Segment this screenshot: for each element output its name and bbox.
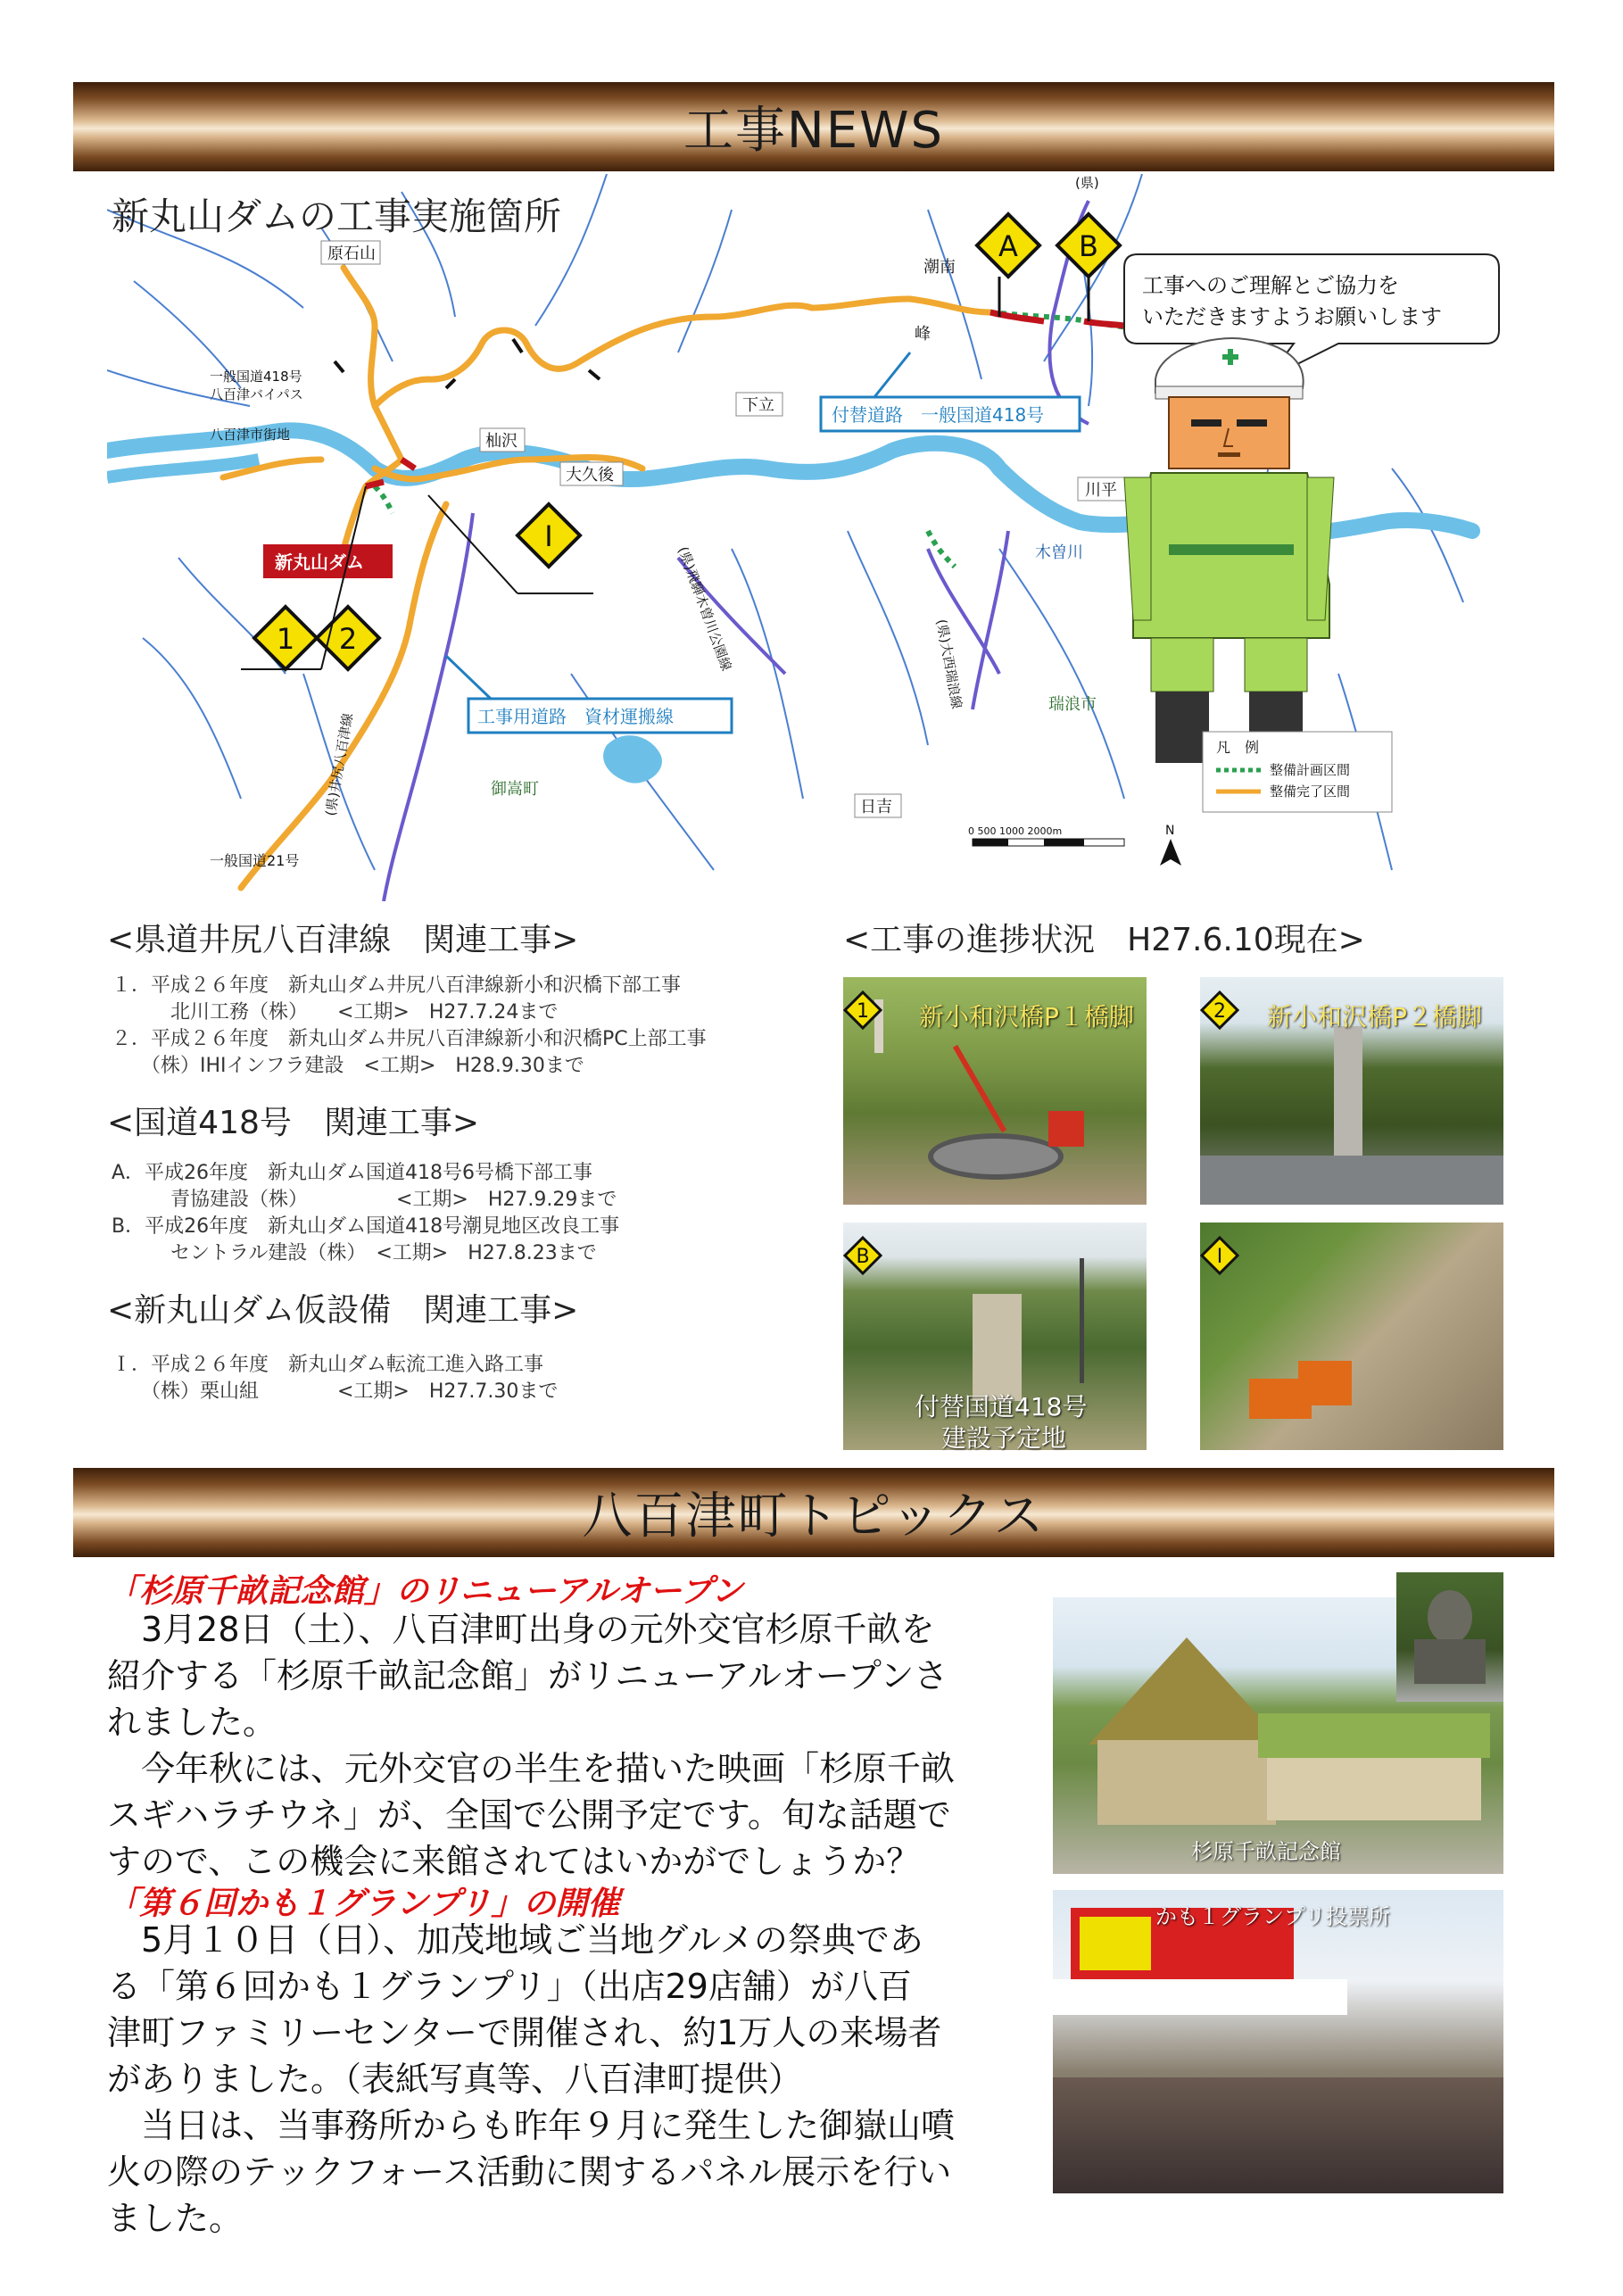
route418-item-1: A．平成26年度 新丸山ダム国道418号6号橋下部工事: [112, 1162, 593, 1184]
svg-text:2: 2: [338, 622, 358, 656]
label-kawahira: 川平: [1085, 481, 1117, 500]
pref-road-item-2: 北川工務（株） <工期> H27.7.24まで: [112, 1001, 559, 1024]
yaotsu-topics-banner: [73, 1468, 1554, 1557]
label-route418-2: 八百津バイパス: [210, 386, 303, 402]
svg-text:2: 2: [1213, 1000, 1226, 1023]
topic-1-body: [107, 1606, 1017, 1885]
svg-text:1: 1: [276, 622, 295, 656]
badge-1: [843, 991, 882, 1030]
topic-2-body: [107, 1917, 1017, 2242]
topic-1-line-4: 今年秋には、元外交官の半生を描いた映画「杉原千畝: [107, 1749, 956, 1788]
photo-route418-caption-1: 付替国道418号: [915, 1392, 1088, 1422]
grandprix-caption: かも１グランプリ投票所: [1155, 1904, 1391, 1929]
speech-bubble-line1: 工事へのご理解とご協力を: [1142, 273, 1399, 298]
topic-1-line-6: すので、この機会に来館されてはいかがでしょうか？: [107, 1842, 921, 1881]
banner-title-2: 八百津町トピックス: [582, 1488, 1046, 1546]
photo-bridge-p1-caption: 新小和沢橋P１橋脚: [919, 1002, 1134, 1032]
construction-site-map: [107, 174, 1508, 901]
topic-2-line-4: がありました。（表紙写真等、八百津町提供）: [107, 2060, 803, 2099]
route418-item-4: セントラル建設（株） <工期> H27.8.23まで: [112, 1242, 597, 1264]
photo-bridge-p2-caption: 新小和沢橋P２橋脚: [1267, 1002, 1482, 1032]
label-kuwasawa: 杣沢: [485, 432, 518, 451]
svg-text:B: B: [1079, 229, 1098, 263]
label-mizunami: 瑞浪市: [1048, 695, 1097, 714]
label-pref-ohata: (県)大西瑞浪線: [933, 618, 965, 710]
pref-road-item-3: ２．平成２６年度 新丸山ダム井尻八百津線新小和沢橋PC上部工事: [112, 1028, 707, 1050]
label-pref-top: (県): [1075, 175, 1099, 191]
temp-item-2: （株）栗山組 <工期> H27.7.30まで: [112, 1380, 559, 1403]
north-label: N: [1165, 824, 1175, 838]
map-title: 新丸山ダムの工事実施箇所: [112, 195, 562, 238]
label-okubo: 大久後: [566, 466, 614, 485]
pref-road-item-4: （株）IHIインフラ建設 <工期> H28.9.30まで: [112, 1055, 584, 1077]
svg-text:A: A: [998, 229, 1018, 263]
pref-road-item-1: １．平成２６年度 新丸山ダム井尻八百津線新小和沢橋下部工事: [112, 974, 682, 997]
badge-2: [1200, 991, 1239, 1030]
banner-title: 工事NEWS: [683, 102, 945, 160]
topic-2-line-6: 火の際のテックフォース活動に関するパネル展示を行い: [107, 2152, 952, 2192]
topic-2-line-3: 津町ファミリーセンターで開催され、約1万人の来場者: [107, 2013, 942, 2052]
label-shiona: 潮南: [923, 258, 956, 277]
topic-1-line-5: スギハラチウネ」が、全国で公開予定です。旬な話題で: [107, 1795, 951, 1835]
speech-bubble-line2: いただきますようお願いします: [1142, 304, 1442, 329]
museum-caption: 杉原千畝記念館: [1191, 1839, 1341, 1864]
temp-item-1: Ｉ．平成２６年度 新丸山ダム転流工進入路工事: [112, 1354, 544, 1376]
label-pref-ijiri: (県)井尻八百津線: [322, 711, 357, 817]
svg-text:I: I: [1216, 1246, 1223, 1268]
topic-2-line-5: 当日は、当事務所からも昨年９月に発生した御嶽山噴: [107, 2106, 956, 2145]
topic-1-line-1: 3月28日（土）、八百津町出身の元外交官杉原千畝を: [107, 1610, 935, 1649]
label-shimotachi: 下立: [742, 396, 774, 415]
svg-text:I: I: [544, 519, 553, 553]
route418-item-2: 青協建設（株） <工期> H27.9.29まで: [112, 1189, 617, 1211]
svg-text:B: B: [856, 1246, 870, 1268]
construction-news-banner: [73, 82, 1554, 171]
legend-planned: 整備計画区間: [1270, 762, 1351, 778]
pref-road-heading: <県道井尻八百津線 関連工事>: [107, 922, 579, 958]
legend-title: 凡 例: [1216, 739, 1260, 756]
topic-2-title: 「第６回かも１グランプリ」の開催: [107, 1886, 620, 1922]
scale-text: 0 500 1000 2000m: [968, 825, 1063, 837]
label-route418-1: 一般国道418号: [210, 369, 302, 385]
label-mitake: 御嵩町: [491, 780, 539, 799]
photo-grandprix: [1053, 1890, 1503, 2193]
replacement-road-box: 付替道路 一般国道418号: [832, 404, 1045, 426]
photo-statue: [1396, 1572, 1503, 1702]
label-yaotsu-town: 八百津市街地: [210, 427, 291, 443]
topic-2-line-1: 5月１０日（日）、加茂地域ご当地グルメの祭典であ: [107, 1920, 923, 1960]
photo-route418-caption-2: 建設予定地: [941, 1423, 1067, 1453]
topic-1-line-3: れました。: [107, 1703, 277, 1742]
topic-1-line-2: 紹介する「杉原千畝記念館」がリニューアルオープンさ: [107, 1656, 948, 1695]
label-mine: 峰: [915, 325, 931, 344]
label-route21: 一般国道21号: [210, 852, 300, 869]
badge-i: [1200, 1236, 1239, 1275]
svg-text:1: 1: [857, 1000, 869, 1023]
route418-item-3: B．平成26年度 新丸山ダム国道418号潮見地区改良工事: [112, 1215, 620, 1238]
photo-diversion-road: [1200, 1223, 1503, 1450]
topic-2-line-7: ました。: [107, 2199, 244, 2238]
label-hiyoshi: 日吉: [860, 798, 892, 816]
topic-2-line-2: る「第６回かも１グランプリ」（出店29店舗）が八百: [107, 1967, 912, 2006]
topic-1-title: 「杉原千畝記念館」のリニューアルオープン: [107, 1573, 743, 1610]
label-haraishiyama: 原石山: [327, 245, 376, 263]
legend-completed: 整備完了区間: [1270, 783, 1351, 800]
temp-facility-heading: <新丸山ダム仮設備 関連工事>: [107, 1292, 579, 1329]
progress-heading: <工事の進捗状況 H27.6.10現在>: [843, 922, 1365, 958]
work-road-box: 工事用道路 資材運搬線: [477, 706, 674, 727]
label-kisogawa: 木曽川: [1035, 543, 1083, 562]
dam-name-box: 新丸山ダム: [275, 551, 364, 573]
badge-b: [843, 1236, 882, 1275]
label-pref-hida: (県)飛騨木曽川公園線: [675, 544, 735, 674]
route418-heading: <国道418号 関連工事>: [107, 1105, 480, 1141]
